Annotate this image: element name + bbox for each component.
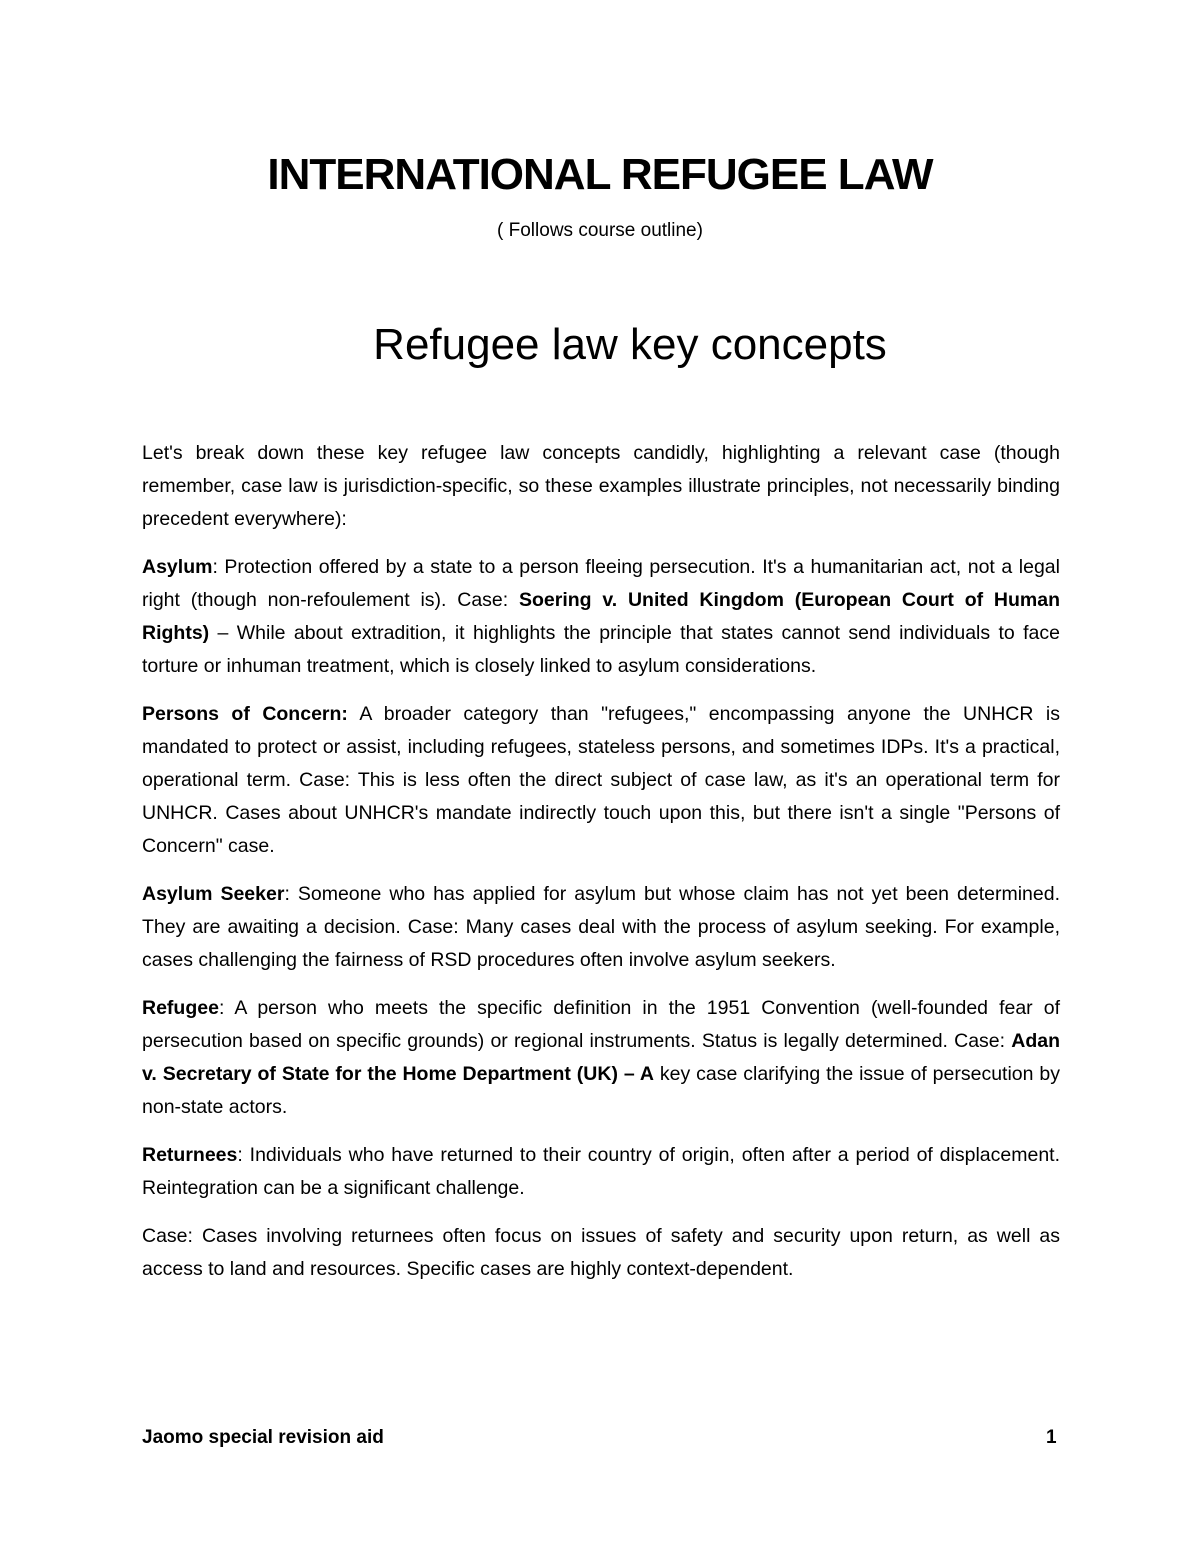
asylum-term: Asylum [142,556,213,578]
refugee-definition: : A person who meets the specific definition in the 1951 Convention (well-founded fear of persecution based on specific grounds) or regional instruments. Status is legally determined. Case: [142,997,1060,1052]
returnees-paragraph [142,1139,1060,1205]
asylum-definition: : Protection offered by a state to a person fleeing persecution. It's a humanitarian act, not a legal right (though non-refoulement is). Case: [142,556,1060,611]
persons-of-concern-definition: A broader category than "refugees," encompassing anyone the UNHCR is mandated to protect or assist, including refugees, stateless persons, and sometimes IDPs. It's a practical, operational term. Case: This is less often the direct subject of case law, as it's an operational term for UNHCR. Cases about UNHCR's mandate indirectly touch upon this, but there isn't a single "Persons of Concern" case. [142,703,1060,857]
section-heading: Refugee law key concepts [373,320,887,369]
intro-paragraph [142,437,1060,536]
refugee-case: Adan v. Secretary of State for the Home Department (UK) – A [142,1030,1060,1085]
document-body [142,437,1060,1301]
persons-of-concern-paragraph [142,698,1060,863]
asylum-paragraph [142,551,1060,683]
refugee-paragraph [142,992,1060,1124]
page-number: 1 [1046,1427,1057,1448]
returnees-case-paragraph [142,1220,1060,1286]
asylum-case: Soering v. United Kingdom (European Court of Human Rights) [142,589,1060,644]
document-subtitle: ( Follows course outline) [497,220,703,241]
asylum-seeker-term: Asylum Seeker [142,883,285,905]
returnees-definition: : Individuals who have returned to their country of origin, often after a period of displacement. Reintegration can be a significant challenge. [142,1144,1060,1199]
returnees-case-text: Case: Cases involving returnees often focus on issues of safety and security upon return, as well as access to land and resources. Specific cases are highly context-dependent. [142,1225,1060,1280]
document-title: INTERNATIONAL REFUGEE LAW [267,150,933,199]
intro-text: Let's break down these key refugee law concepts candidly, highlighting a relevant case (though remember, case law is jurisdiction-specific, so these examples illustrate principles, not necessarily binding precedent everywhere): [142,442,1060,530]
returnees-term: Returnees [142,1144,238,1166]
persons-of-concern-term: Persons of Concern: [142,703,348,725]
asylum-case-note: – While about extradition, it highlights the principle that states cannot send individuals to face torture or inhuman treatment, which is closely linked to asylum considerations. [142,622,1060,677]
footer-label: Jaomo special revision aid [142,1427,384,1448]
refugee-term: Refugee [142,997,219,1019]
asylum-seeker-paragraph [142,878,1060,977]
asylum-seeker-definition: : Someone who has applied for asylum but whose claim has not yet been determined. They are awaiting a decision. Case: Many cases deal with the process of asylum seeking. For example, cases challenging the fairness of RSD procedures often involve asylum seekers. [142,883,1060,971]
refugee-case-note: key case clarifying the issue of persecution by non-state actors. [142,1063,1060,1118]
